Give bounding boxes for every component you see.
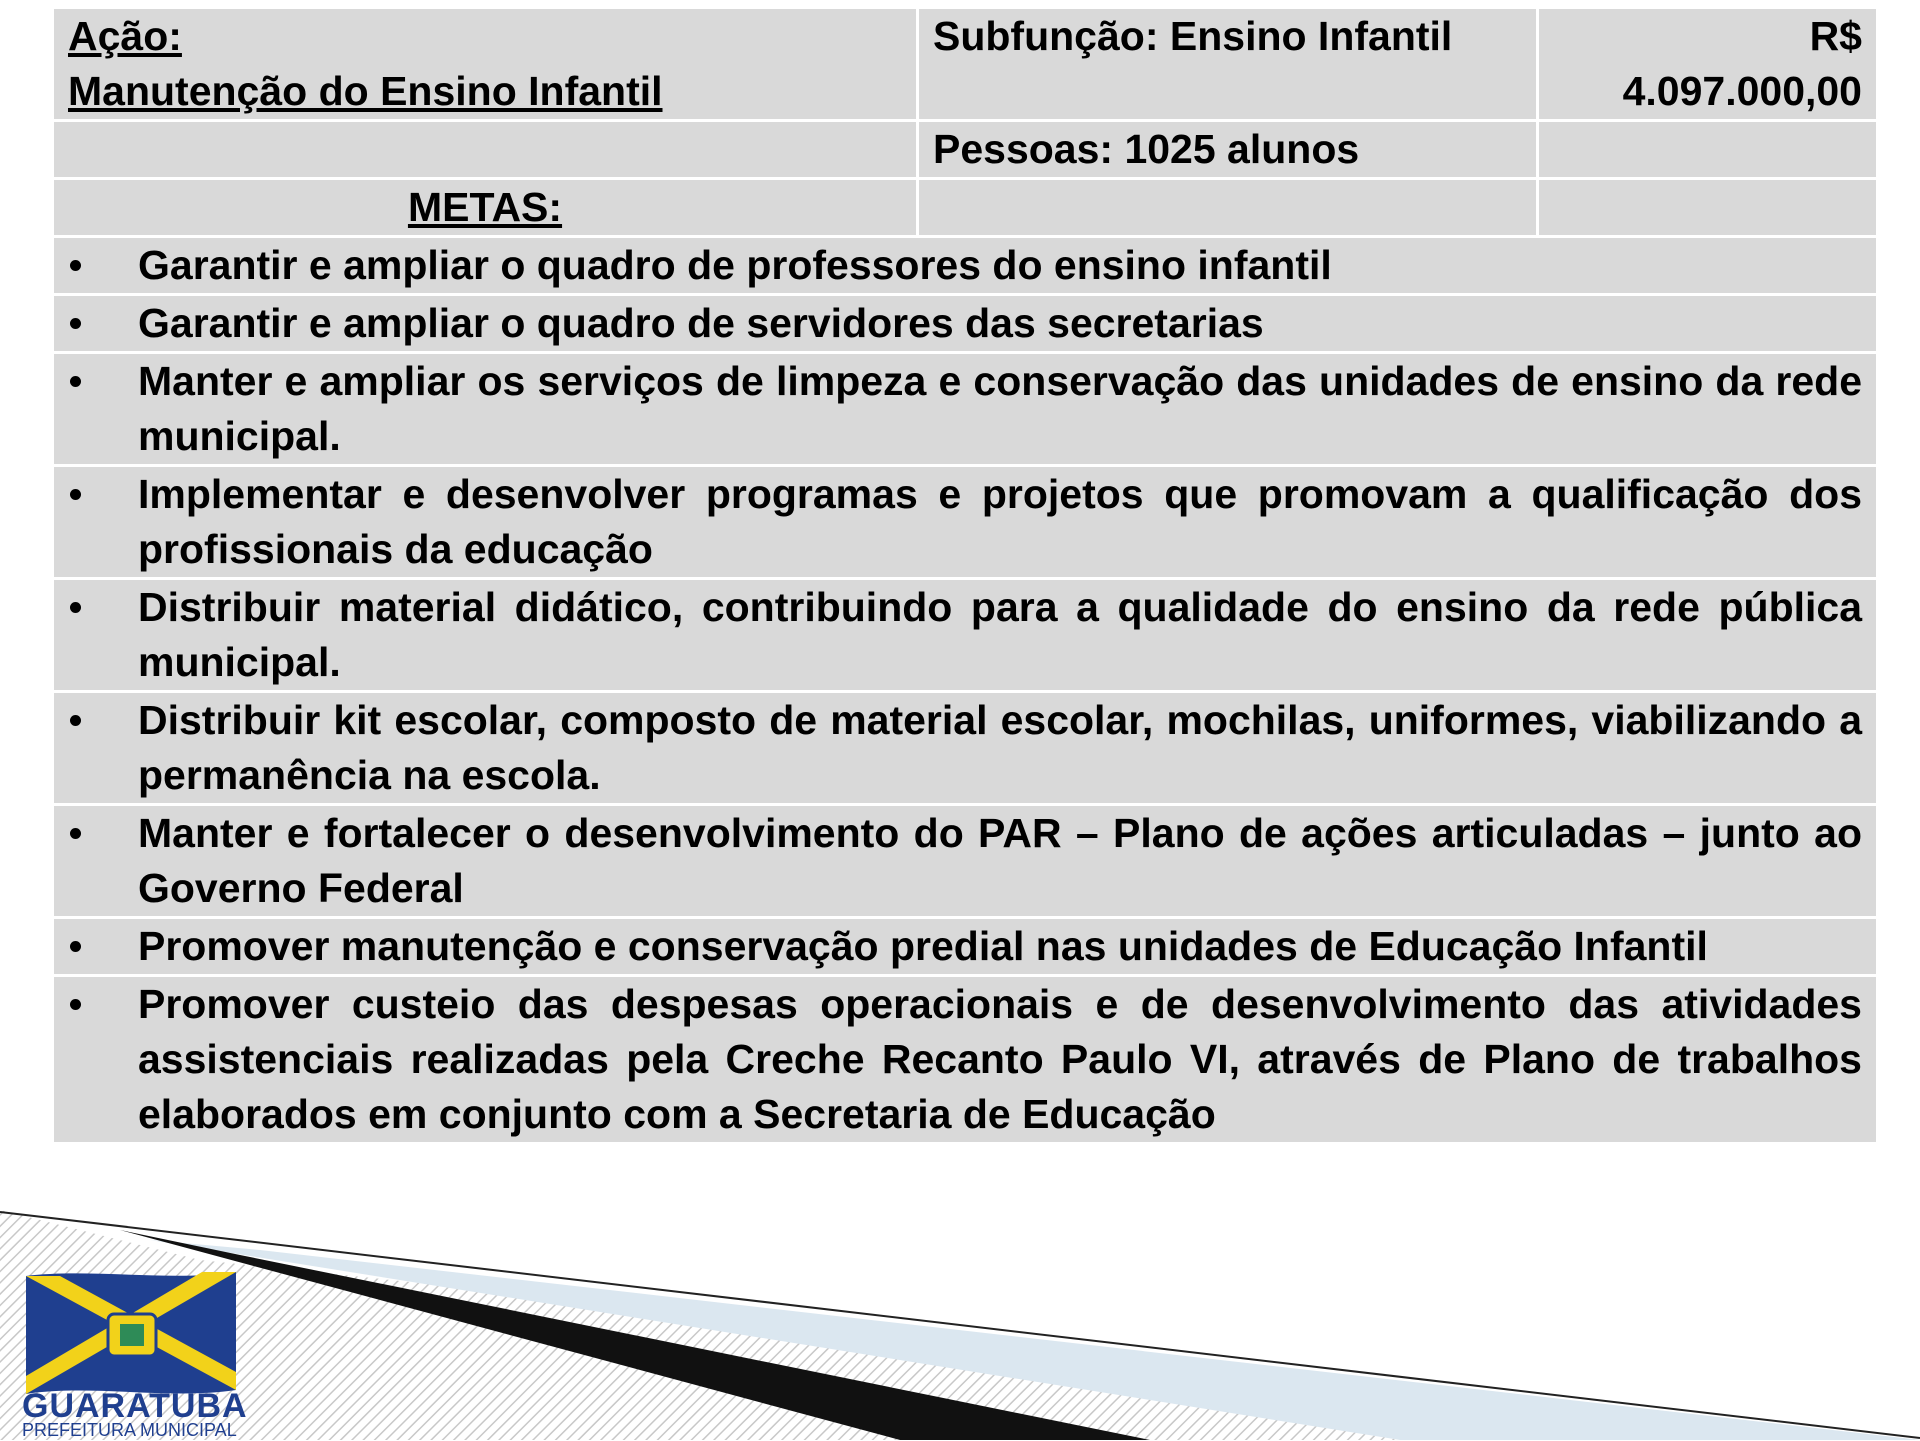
meta-text: Manter e fortalecer o desenvolvimento do PAR – Plano de ações articuladas – junto ao Governo Federal [138,810,1862,911]
meta-item [54,296,1876,351]
acao-label: Ação: [68,13,182,59]
acao-table [54,6,1876,1145]
meta-row [54,580,1876,690]
meta-text: Promover manutenção e conservação predial nas unidades de Educação Infantil [138,923,1708,969]
meta-row [54,467,1876,577]
bullet-icon [70,260,81,271]
subfuncao-cell: Subfunção: Ensino Infantil [916,9,1536,119]
valor-cell [1536,9,1876,119]
bullet-icon [70,999,81,1010]
meta-row [54,693,1876,803]
meta-text: Garantir e ampliar o quadro de servidores das secretarias [138,300,1264,346]
pessoas-cell: Pessoas: 1025 alunos [916,122,1536,177]
meta-item [54,238,1876,293]
empty-cell [1536,122,1876,177]
bullet-icon [70,941,81,952]
metas-label-cell [54,180,916,235]
pessoas-row [54,122,1876,177]
meta-item [54,354,1876,464]
meta-row [54,977,1876,1142]
meta-row [54,919,1876,974]
bullet-icon [70,376,81,387]
meta-text: Implementar e desenvolver programas e projetos que promovam a qualificação dos profissionais da educação [138,471,1862,572]
bullet-icon [70,715,81,726]
meta-row [54,354,1876,464]
meta-text: Garantir e ampliar o quadro de professores do ensino infantil [138,242,1332,288]
empty-cell [54,122,916,177]
metas-header-row [54,180,1876,235]
bullet-icon [70,318,81,329]
meta-row [54,296,1876,351]
empty-cell [1536,180,1876,235]
meta-item [54,919,1876,974]
acao-value: Manutenção do Ensino Infantil [68,68,663,114]
metas-label: METAS: [407,184,563,230]
valor-amount: 4.097.000,00 [1622,68,1862,114]
bullet-icon [70,602,81,613]
meta-text: Manter e ampliar os serviços de limpeza e conservação das unidades de ensino da rede municipal. [138,358,1862,459]
bullet-icon [70,828,81,839]
logo-subtitle: PREFEITURA MUNICIPAL [22,1420,237,1440]
meta-row [54,238,1876,293]
acao-header-row [54,9,1876,119]
footer-decoration [0,1180,1920,1440]
valor-currency: R$ [1809,13,1862,59]
acao-cell [54,9,916,119]
meta-item [54,693,1876,803]
meta-item [54,467,1876,577]
empty-cell [916,180,1536,235]
meta-text: Promover custeio das despesas operacionais e de desenvolvimento das atividades assistenciais realizadas pela Creche Recanto Paulo VI, através de Plano de trabalhos elaborados em conjunto com a Secretaria de Educação [138,981,1862,1137]
meta-item [54,580,1876,690]
logo-name: GUARATUBA [22,1387,248,1425]
metas-list [54,238,1876,1142]
meta-text: Distribuir material didático, contribuindo para a qualidade do ensino da rede pública municipal. [138,584,1862,685]
bullet-icon [70,489,81,500]
meta-text: Distribuir kit escolar, composto de material escolar, mochilas, uniformes, viabilizando a permanência na escola. [138,697,1862,798]
meta-row [54,806,1876,916]
meta-item [54,806,1876,916]
meta-item [54,977,1876,1142]
